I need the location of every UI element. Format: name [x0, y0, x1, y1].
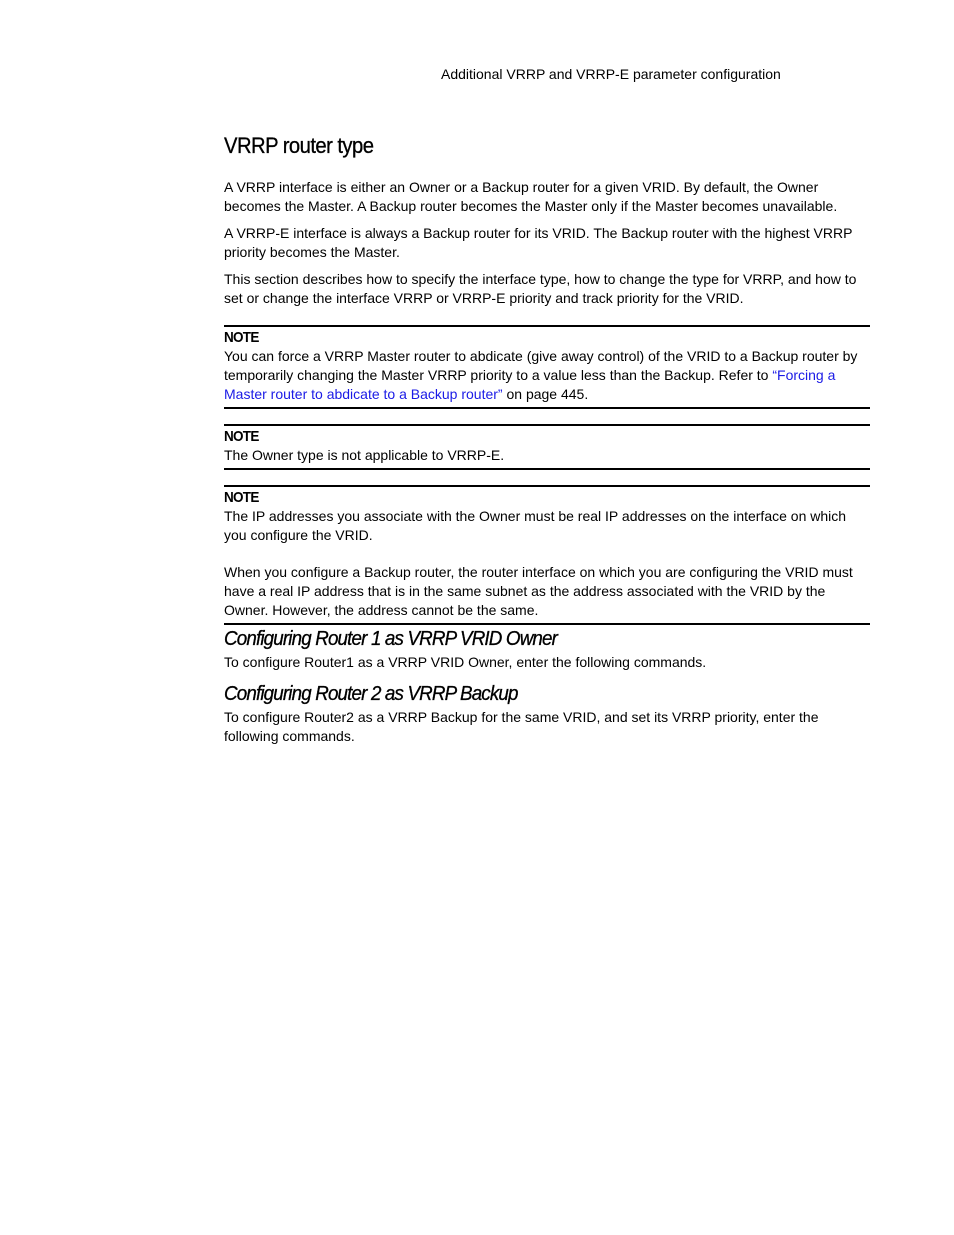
subsection-text-router2: To configure Router2 as a VRRP Backup for the same VRID, and set its VRRP priority, enter the following commands.: [224, 709, 819, 744]
note-text: The Owner type is not applicable to VRRP-E.: [224, 446, 505, 463]
paragraph-vrrp-e: A VRRP-E interface is always a Backup router for its VRID. The Backup router with the highest VRRP priority becomes the Master.: [224, 225, 853, 260]
note-label: NOTE: [224, 427, 259, 445]
section-title: VRRP router type: [224, 133, 374, 158]
subsection-title-router1: Configuring Router 1 as VRRP VRID Owner: [224, 627, 558, 650]
note-text: The IP addresses you associate with the Owner must be real IP addresses on the interface on which you configure the VRID.: [224, 507, 847, 543]
note-label: NOTE: [224, 328, 259, 346]
running-header: Additional VRRP and VRRP-E parameter configuration: [441, 66, 781, 82]
note-text: [224, 347, 870, 404]
page-content: [224, 131, 870, 754]
note-owner-not-applicable: [224, 424, 870, 470]
forcing-master-abdicate-link[interactable]: “Forcing a Master router to abdicate to a Backup router”: [224, 366, 836, 402]
note-force-abdicate: [224, 325, 870, 409]
subsection-text-router1: To configure Router1 as a VRRP VRID Owner, enter the following commands.: [224, 653, 707, 670]
note-text-backup: When you configure a Backup router, the router interface on which you are configuring the VRID must have a real IP address that is in the same subnet as the address associated with the VRID by the Owner. However, the address cannot be the same.: [224, 563, 853, 618]
paragraph-section-overview: This section describes how to specify the interface type, how to change the type for VRRP, and how to set or change the interface VRRP or VRRP-E priority and track priority for the VRID.: [224, 271, 857, 306]
note-label: NOTE: [224, 488, 259, 506]
note-text-after-link: on page 445.: [502, 385, 589, 402]
paragraph-owner-backup: A VRRP interface is either an Owner or a Backup router for a given VRID. By default, the Owner becomes the Master. A Backup router becomes the Master only if the Master becomes unavailable.: [224, 179, 838, 214]
subsection-title-router2: Configuring Router 2 as VRRP Backup: [224, 683, 518, 706]
note-ip-addresses: [224, 485, 870, 625]
note-text-before-link: You can force a VRRP Master router to abdicate (give away control) of the VRID to a Backup router by temporarily changing the Master VRRP priority to a value less than the Backup. Refer to: [224, 347, 858, 383]
